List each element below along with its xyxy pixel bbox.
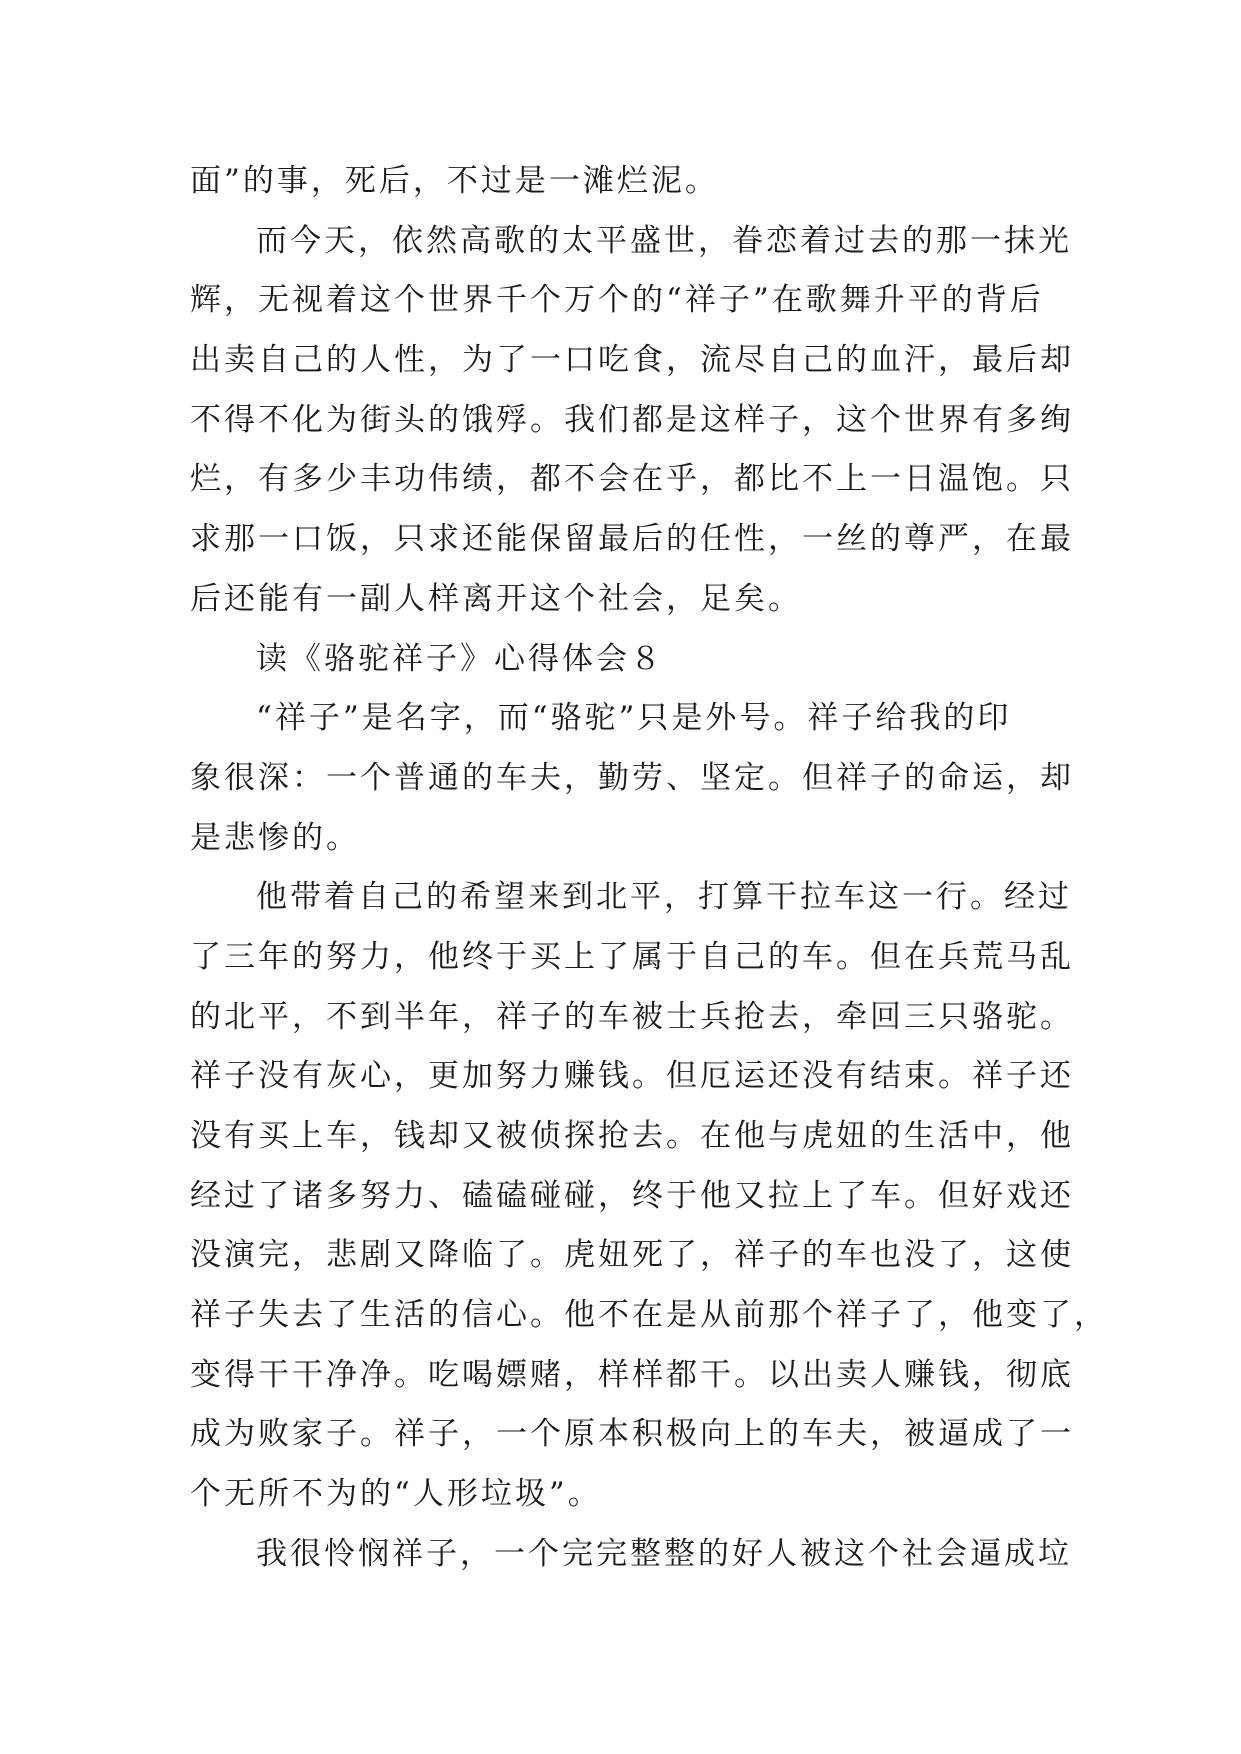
text-line: 经过了诸多努力、磕磕碰碰，终于他又拉上了车。但好戏还: [190, 1177, 1074, 1214]
text-line: 没有买上车，钱却又被侦探抢去。在他与虎妞的生活中，他: [190, 1118, 1074, 1154]
text-line: 是悲惨的。: [190, 819, 360, 856]
document-body: [190, 152, 1108, 1585]
text-line: 的北平，不到半年，祥子的车被士兵抢去，牵回三只骆驼。: [190, 998, 1074, 1035]
text-line: 祥子没有灰心，更加努力赚钱。但厄运还没有结束。祥子还: [190, 1058, 1074, 1095]
text-line: 求那一口饭，只求还能保留最后的任性，一丝的尊严，在最: [190, 521, 1074, 558]
text-line: 辉，无视着这个世界千个万个的“祥子”在歌舞升平的背后: [190, 282, 1044, 319]
text-line: “祥子”是名字，而“骆驼”只是外号。祥子给我的印: [256, 700, 1012, 737]
text-line: 成为败家子。祥子，一个原本积极向上的车夫，被逼成了一: [190, 1416, 1074, 1453]
text-line: 他带着自己的希望来到北平，打算干拉车这一行。经过: [256, 879, 1072, 916]
text-line: 祥子失去了生活的信心。他不在是从前那个祥子了，他变了，: [190, 1297, 1108, 1334]
text-line: 读《骆驼祥子》心得体会８: [256, 640, 664, 677]
text-line: 我很怜悯祥子，一个完完整整的好人被这个社会逼成垃: [256, 1535, 1072, 1572]
text-line: 了三年的努力，他终于买上了属于自己的车。但在兵荒马乱: [190, 938, 1074, 975]
text-line: 而今天，依然高歌的太平盛世，眷恋着过去的那一抹光: [256, 222, 1072, 259]
text-line: 烂，有多少丰功伟绩，都不会在乎，都比不上一日温饱。只: [190, 461, 1074, 498]
text-line: 不得不化为街头的饿殍。我们都是这样子，这个世界有多绚: [190, 401, 1074, 438]
text-line: 变得干干净净。吃喝嫖赌，样样都干。以出卖人赚钱，彻底: [190, 1356, 1074, 1393]
text-line: 后还能有一副人样离开这个社会，足矣。: [190, 580, 802, 617]
text-line: 面”的事，死后，不过是一滩烂泥。: [190, 163, 719, 199]
text-line: 个无所不为的“人形垃圾”。: [190, 1476, 602, 1513]
text-line: 象很深：一个普通的车夫，勤劳、坚定。但祥子的命运，却: [190, 759, 1074, 796]
text-line: 没演完，悲剧又降临了。虎妞死了，祥子的车也没了，这使: [190, 1237, 1074, 1274]
text-line: 出卖自己的人性，为了一口吃食，流尽自己的血汗，最后却: [190, 342, 1074, 379]
